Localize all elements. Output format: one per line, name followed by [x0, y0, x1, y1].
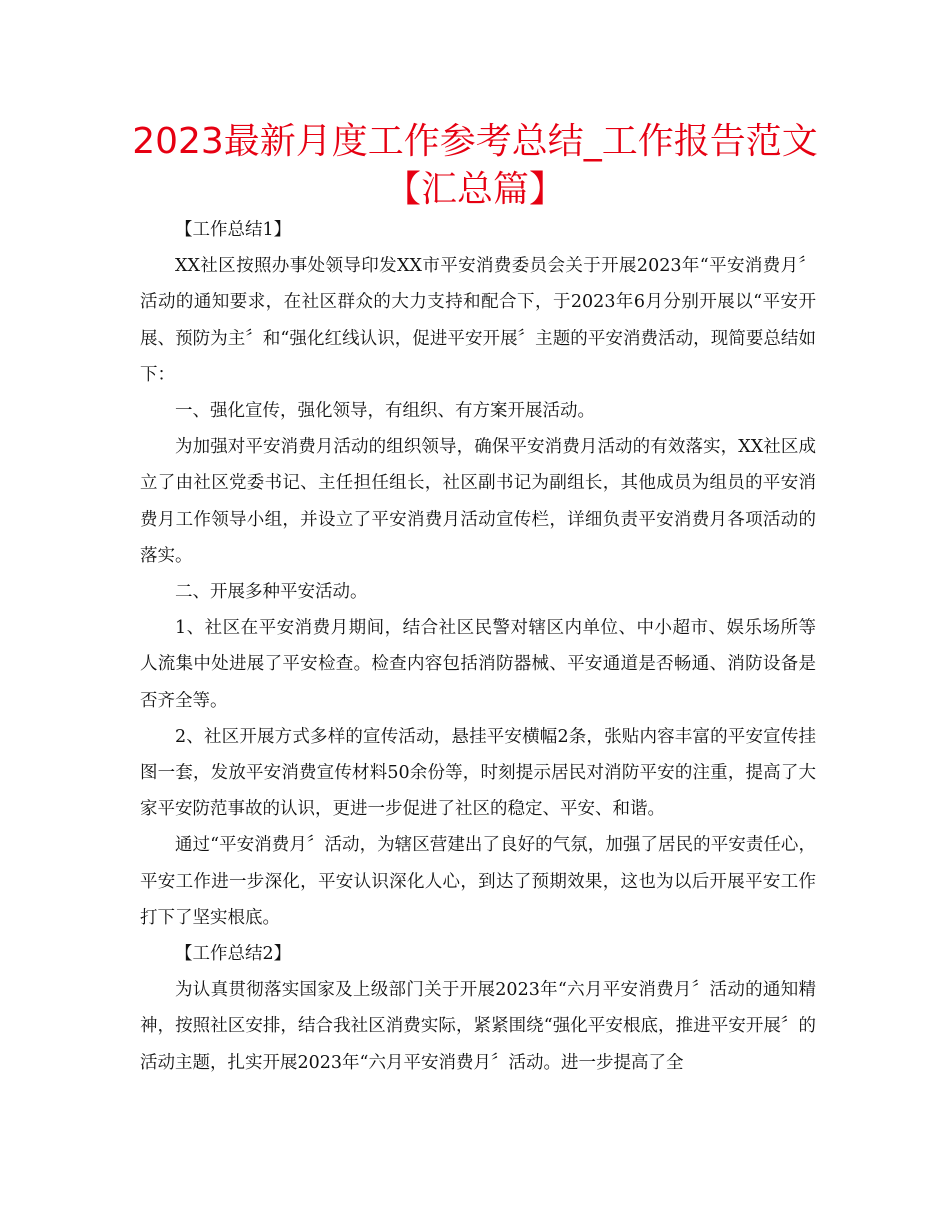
document-title: 2023最新月度工作参考总结_工作报告范文【汇总篇】: [132, 121, 818, 210]
paragraph: 为加强对平安消费月活动的组织领导，确保平安消费月活动的有效落实，XX社区成立了由社区党委书记、主任担任组长，社区副书记为副组长，其他成员为组员的平安消费月工作领导小组，并设立了平安消费月活动宣传栏，详细负责平安消费月各项活动的落实。: [140, 437, 816, 566]
paragraph: 一、强化宣传，强化领导，有组织、有方案开展活动。: [175, 401, 595, 422]
section-heading-1: 【工作总结1】: [175, 220, 292, 240]
paragraph: XX社区按照办事处领导印发XX市平安消费委员会关于开展2023年“平安消费月〞活动的通知要求，在社区群众的大力支持和配合下，于2023年6月分别开展以“平安开展、预防为主〞和“强化红线认识，促进平安开展〞主题的平安消费活动，现简要总结如下：: [140, 256, 816, 385]
paragraph: 通过“平安消费月〞活动，为辖区营建出了良好的气氛，加强了居民的平安责任心，平安工作进一步深化，平安认识深化人心，到达了预期效果，这也为以后开展平安工作打下了坚实根底。: [140, 835, 816, 928]
paragraph: 二、开展多种平安活动。: [175, 582, 368, 603]
document-body: [140, 212, 816, 1081]
paragraph: 2、社区开展方式多样的宣传活动，悬挂平安横幅2条，张贴内容丰富的平安宣传挂图一套，发放平安消费宣传材料50余份等，时刻提示居民对消防平安的注重，提高了大家平安防范事故的认识，更进一步促进了社区的稳定、平安、和谐。: [140, 726, 816, 820]
paragraph: 1、社区在平安消费月期间，结合社区民警对辖区内单位、中小超市、娱乐场所等人流集中处进展了平安检查。检查内容包括消防器械、平安通道是否畅通、消防设备是否齐全等。: [140, 618, 816, 711]
section-heading-2: 【工作总结2】: [175, 944, 292, 965]
paragraph: 为认真贯彻落实国家及上级部门关于开展2023年“六月平安消费月〞活动的通知精神，按照社区安排，结合我社区消费实际，紧紧围绕“强化平安根底，推进平安开展〞的活动主题，扎实开展2023年“六月平安消费月〞活动。进一步提高了全: [140, 980, 816, 1073]
